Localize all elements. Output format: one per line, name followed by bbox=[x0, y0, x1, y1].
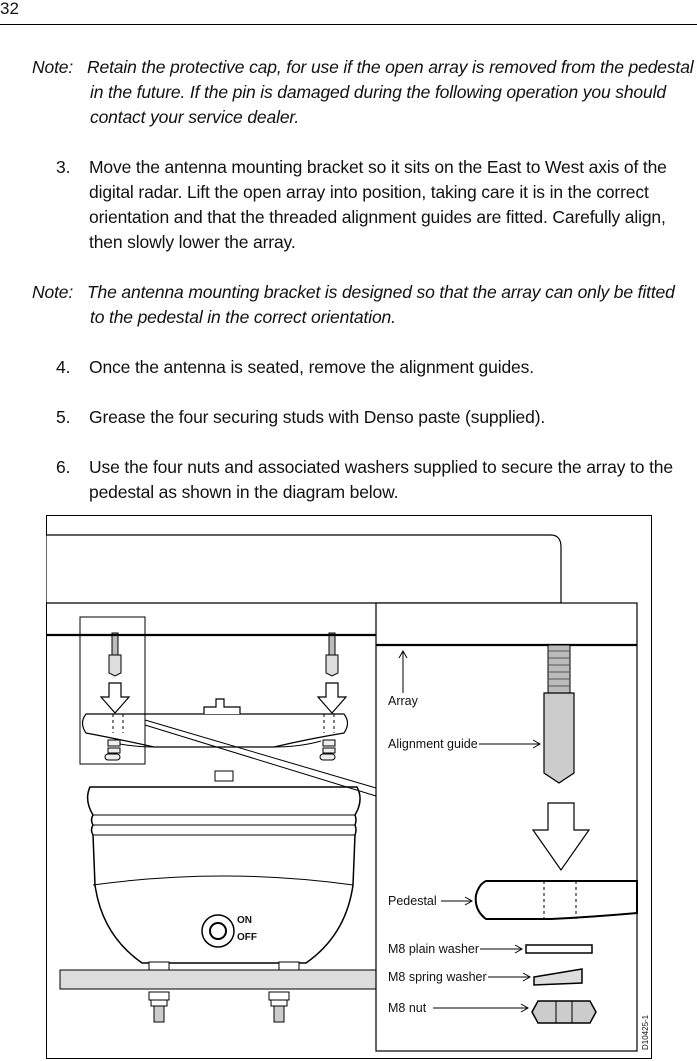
switch-knob-icon bbox=[210, 923, 226, 939]
note-text: Retain the protective cap, for use if the open array is removed from the pedestal in the future. If the pin is damaged during the following operation you should contact your service dealer. bbox=[87, 57, 694, 127]
step-6 bbox=[56, 455, 697, 505]
step-text: Move the antenna mounting bracket so it sits on the East to West axis of the digital radar. Lift the open array into position, taking care it is in the correct orientation and that the threaded alignment guides are fitted. Carefully align, then slowly lower the array. bbox=[89, 157, 667, 252]
pedestal-label: Pedestal bbox=[388, 894, 437, 908]
step-number: 3. bbox=[56, 157, 71, 177]
note-retain-cap bbox=[32, 55, 697, 130]
step-4 bbox=[56, 355, 697, 380]
note-label: Note: bbox=[32, 282, 74, 302]
plain-washer-label: M8 plain washer bbox=[388, 942, 480, 956]
step-number: 4. bbox=[56, 357, 71, 377]
pedestal-detail bbox=[476, 881, 637, 919]
step-text: Once the antenna is seated, remove the alignment guides. bbox=[89, 357, 534, 377]
note-text: The antenna mounting bracket is designed so that the array can only be fitted to the pedestal in the correct orientation. bbox=[87, 282, 675, 327]
array-body bbox=[46, 535, 561, 603]
array-label: Array bbox=[388, 694, 418, 708]
note-label: Note: bbox=[32, 57, 74, 77]
step-5 bbox=[56, 405, 697, 430]
figure-id: D10425-1 bbox=[641, 1014, 650, 1050]
mounting-platform bbox=[60, 970, 376, 989]
page-number: 32 bbox=[0, 0, 19, 18]
handle-icon bbox=[215, 771, 233, 781]
nut-label: M8 nut bbox=[388, 1001, 427, 1015]
switch-off-label: OFF bbox=[237, 932, 257, 943]
step-number: 5. bbox=[56, 407, 71, 427]
step-text: Use the four nuts and associated washers supplied to secure the array to the pedestal as shown in the diagram below. bbox=[89, 457, 673, 502]
m8-plain-washer bbox=[526, 945, 592, 953]
step-number: 6. bbox=[56, 457, 71, 477]
header-rule bbox=[0, 24, 697, 25]
spring-washer-label: M8 spring washer bbox=[388, 970, 487, 984]
alignment-guide-label: Alignment guide bbox=[388, 737, 478, 751]
m8-nut bbox=[532, 1001, 596, 1023]
note-orientation bbox=[32, 280, 697, 330]
step-3 bbox=[56, 155, 697, 255]
switch-on-label: ON bbox=[237, 915, 252, 926]
mounting-diagram bbox=[46, 515, 652, 1059]
alignment-guide-body bbox=[544, 693, 574, 783]
step-text: Grease the four securing studs with Denso paste (supplied). bbox=[89, 407, 546, 427]
